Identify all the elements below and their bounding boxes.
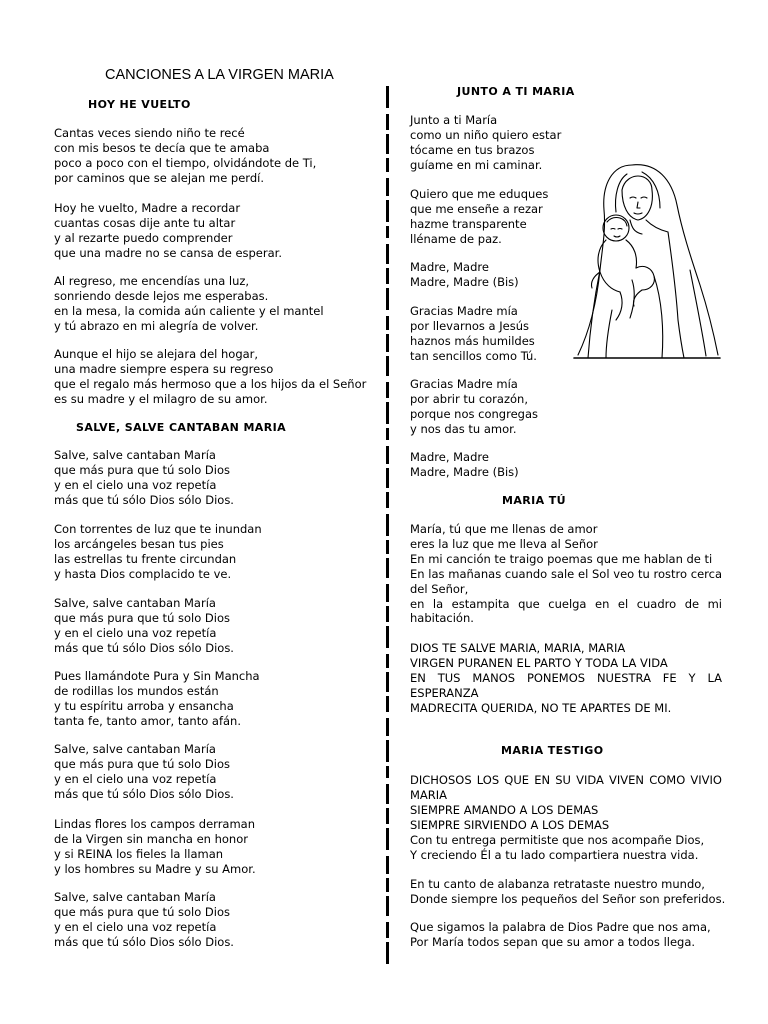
lyric-line: y tu espíritu arroba y ensancha bbox=[54, 698, 234, 713]
lyric-line: Que sigamos la palabra de Dios Padre que nos ama, bbox=[410, 920, 711, 934]
lyric-line: Pues llamándote Pura y Sin Mancha bbox=[54, 669, 260, 683]
divider-segment bbox=[386, 514, 389, 536]
divider-segment bbox=[386, 766, 389, 778]
lyric-line: Madre, Madre (Bis) bbox=[410, 274, 519, 289]
lyric-line: las estrellas tu frente circundan bbox=[54, 551, 237, 566]
stanza bbox=[410, 260, 519, 290]
divider-segment bbox=[386, 558, 389, 578]
lyric-line: DIOS TE SALVE MARIA, MARIA, MARIA bbox=[410, 641, 626, 655]
divider-segment bbox=[386, 606, 389, 622]
stanza bbox=[54, 274, 324, 334]
lyric-line: es su madre y el milagro de su amor. bbox=[54, 391, 268, 406]
lyric-line: y los hombres su Madre y su Amor. bbox=[54, 861, 256, 876]
divider-segment bbox=[386, 446, 389, 464]
lyric-line: En las mañanas cuando sale el Sol veo tu rostro cerca del Señor, bbox=[410, 566, 722, 596]
divider-segment bbox=[386, 334, 389, 352]
stanza bbox=[410, 522, 722, 626]
page-title: CANCIONES A LA VIRGEN MARIA bbox=[105, 67, 334, 83]
virgin-mary-illustration bbox=[572, 160, 722, 360]
divider-segment bbox=[386, 402, 389, 424]
stanza bbox=[410, 187, 548, 247]
lyric-line: Salve, salve cantaban María bbox=[54, 596, 216, 610]
divider-segment bbox=[386, 922, 389, 938]
divider-segment bbox=[386, 740, 389, 762]
lyric-line: que el regalo más hermoso que a los hijos da el Señor bbox=[54, 376, 367, 391]
divider-segment bbox=[386, 626, 389, 648]
lyric-line: hazme transparente bbox=[410, 216, 527, 231]
lyric-line: como un niño quiero estar bbox=[410, 127, 562, 142]
divider-segment bbox=[386, 856, 389, 874]
lyric-line: Aunque el hijo se alejara del hogar, bbox=[54, 347, 259, 361]
stanza bbox=[410, 920, 711, 950]
lyric-line: y en el cielo una voz repetía bbox=[54, 919, 217, 934]
lyric-line: Y creciendo Él a tu lado compartiera nuestra vida. bbox=[410, 847, 699, 862]
stanza bbox=[54, 817, 256, 877]
stanza bbox=[54, 669, 260, 729]
lyric-line: Lindas flores los campos derraman bbox=[54, 817, 256, 831]
divider-segment bbox=[386, 382, 389, 398]
lyric-line: Por María todos sepan que su amor a todos llega. bbox=[410, 934, 696, 949]
lyric-line: Madre, Madre bbox=[410, 260, 489, 274]
lyric-line: DICHOSOS LOS QUE EN SU VIDA VIVEN COMO VIVIO MARIA bbox=[410, 773, 722, 802]
divider-segment bbox=[386, 808, 389, 824]
lyric-line: más que tú sólo Dios sólo Dios. bbox=[54, 640, 234, 655]
lyric-line: EN TUS MANOS PONEMOS NUESTRA FE Y LA ESPERANZA bbox=[410, 670, 722, 700]
divider-segment bbox=[386, 268, 389, 284]
divider-segment bbox=[386, 492, 389, 508]
stanza bbox=[410, 641, 722, 716]
lyric-line: Con tu entrega permitiste que nos acompañe Dios, bbox=[410, 832, 705, 847]
divider-segment bbox=[386, 784, 389, 804]
divider-segment bbox=[386, 718, 389, 736]
lyric-line: Madre, Madre (Bis) bbox=[410, 464, 519, 479]
stanza bbox=[54, 126, 316, 186]
lyric-line: Madre, Madre bbox=[410, 450, 489, 464]
lyric-line: y en el cielo una voz repetía bbox=[54, 625, 217, 640]
divider-segment bbox=[386, 696, 389, 712]
lyric-line: SIEMPRE AMANDO A LOS DEMAS bbox=[410, 802, 599, 817]
lyric-line: SIEMPRE SIRVIENDO A LOS DEMAS bbox=[410, 817, 610, 832]
stanza bbox=[54, 347, 366, 407]
lyric-line: y tú abrazo en mi alegría de volver. bbox=[54, 318, 259, 333]
song-title-maria-tu: MARIA TÚ bbox=[502, 494, 567, 507]
stanza bbox=[54, 201, 282, 261]
lyric-line: porque nos congregas bbox=[410, 406, 538, 421]
lyric-line: eres la luz que me lleva al Señor bbox=[410, 536, 598, 551]
lyric-line: sonriendo desde lejos me esperabas. bbox=[54, 288, 269, 303]
lyric-line: con mis besos te decía que te amaba bbox=[54, 140, 270, 155]
stanza bbox=[410, 113, 561, 173]
lyric-line: que más pura que tú solo Dios bbox=[54, 904, 230, 919]
divider-segment bbox=[386, 896, 389, 916]
divider-segment bbox=[386, 134, 389, 154]
lyric-line: por llevarnos a Jesús bbox=[410, 318, 529, 333]
lyric-line: y nos das tu amor. bbox=[410, 421, 517, 436]
divider-segment bbox=[386, 226, 389, 238]
song-title-junto-a-ti: JUNTO A TI MARIA bbox=[457, 85, 575, 98]
lyric-line: y en el cielo una voz repetía bbox=[54, 771, 217, 786]
lyric-line: María, tú que me llenas de amor bbox=[410, 522, 598, 536]
lyric-line: más que tú sólo Dios sólo Dios. bbox=[54, 492, 234, 507]
divider-segment bbox=[386, 114, 389, 130]
lyric-line: tan sencillos como Tú. bbox=[410, 348, 537, 363]
lyric-line: una madre siempre espera su regreso bbox=[54, 361, 274, 376]
lyric-line: Hoy he vuelto, Madre a recordar bbox=[54, 201, 241, 215]
stanza bbox=[54, 522, 262, 582]
lyric-line: Donde siempre los pequeños del Señor son preferidos. bbox=[410, 891, 726, 906]
divider-segment bbox=[386, 428, 389, 440]
stanza bbox=[410, 304, 537, 364]
lyric-line: en la mesa, la comida aún caliente y el mantel bbox=[54, 303, 324, 318]
lyric-line: que más pura que tú solo Dios bbox=[54, 756, 230, 771]
lyric-line: haznos más humildes bbox=[410, 333, 535, 348]
divider-segment bbox=[386, 158, 389, 172]
column-divider bbox=[386, 86, 389, 966]
divider-segment bbox=[386, 356, 389, 376]
song-title-maria-testigo: MARIA TESTIGO bbox=[501, 744, 604, 757]
divider-segment bbox=[386, 200, 389, 222]
divider-segment bbox=[386, 244, 389, 264]
lyric-line: En tu canto de alabanza retrataste nuestro mundo, bbox=[410, 877, 705, 891]
lyric-line: Al regreso, me encendías una luz, bbox=[54, 274, 250, 288]
stanza bbox=[54, 890, 234, 950]
divider-segment bbox=[386, 584, 389, 602]
stanza bbox=[54, 448, 234, 508]
stanza bbox=[410, 877, 725, 907]
lyric-line: y hasta Dios complacido te ve. bbox=[54, 566, 232, 581]
lyric-line: más que tú sólo Dios sólo Dios. bbox=[54, 786, 234, 801]
divider-segment bbox=[386, 942, 389, 964]
song-title-salve-salve: SALVE, SALVE CANTABAN MARIA bbox=[76, 421, 286, 434]
stanza bbox=[54, 742, 234, 802]
divider-segment bbox=[386, 878, 389, 892]
divider-segment bbox=[386, 178, 389, 196]
lyric-line: VIRGEN PURANEN EL PARTO Y TODA LA VIDA bbox=[410, 655, 668, 670]
lyric-line: por caminos que se alejan me perdí. bbox=[54, 170, 264, 185]
lyric-line: que me enseñe a rezar bbox=[410, 201, 543, 216]
divider-segment bbox=[386, 86, 389, 108]
divider-segment bbox=[386, 316, 389, 330]
lyric-line: los arcángeles besan tus pies bbox=[54, 536, 224, 551]
divider-segment bbox=[386, 828, 389, 850]
stanza bbox=[54, 596, 234, 656]
lyric-line: y al rezarte puedo comprender bbox=[54, 230, 233, 245]
stanza bbox=[410, 377, 538, 437]
lyric-line: tanta fe, tanto amor, tanto afán. bbox=[54, 713, 241, 728]
lyric-line: cuantas cosas dije ante tu altar bbox=[54, 215, 236, 230]
divider-segment bbox=[386, 672, 389, 692]
lyric-line: tócame en tus brazos bbox=[410, 142, 535, 157]
lyric-line: Salve, salve cantaban María bbox=[54, 742, 216, 756]
lyric-line: que una madre no se cansa de esperar. bbox=[54, 245, 282, 260]
stanza bbox=[410, 773, 722, 862]
lyric-line: de rodillas los mundos están bbox=[54, 683, 219, 698]
lyric-line: Junto a ti María bbox=[410, 113, 498, 127]
lyric-line: y en el cielo una voz repetía bbox=[54, 477, 217, 492]
lyric-line: de la Virgen sin mancha en honor bbox=[54, 831, 248, 846]
lyric-line: poco a poco con el tiempo, olvidándote de Ti, bbox=[54, 155, 317, 170]
lyric-line: Salve, salve cantaban María bbox=[54, 890, 216, 904]
divider-segment bbox=[386, 540, 389, 554]
song-title-hoy-he-vuelto: HOY HE VUELTO bbox=[88, 98, 191, 111]
lyric-line: más que tú sólo Dios sólo Dios. bbox=[54, 934, 234, 949]
divider-segment bbox=[386, 654, 389, 668]
lyric-line: que más pura que tú solo Dios bbox=[54, 462, 230, 477]
divider-segment bbox=[386, 288, 389, 310]
lyric-line: por abrir tu corazón, bbox=[410, 391, 528, 406]
lyric-line: Gracias Madre mía bbox=[410, 377, 518, 391]
lyric-line: MADRECITA QUERIDA, NO TE APARTES DE MI. bbox=[410, 700, 672, 715]
lyric-line: En mi canción te traigo poemas que me hablan de ti bbox=[410, 551, 713, 566]
stanza bbox=[410, 450, 519, 480]
lyric-line: guíame en mi caminar. bbox=[410, 157, 543, 172]
lyric-line: que más pura que tú solo Dios bbox=[54, 610, 230, 625]
lyric-line: Quiero que me eduques bbox=[410, 187, 549, 201]
lyric-line: Con torrentes de luz que te inundan bbox=[54, 522, 262, 536]
lyric-line: lléname de paz. bbox=[410, 231, 502, 246]
lyric-line: en la estampita que cuelga en el cuadro de mi habitación. bbox=[410, 596, 722, 626]
lyric-line: Gracias Madre mía bbox=[410, 304, 518, 318]
divider-segment bbox=[386, 468, 389, 488]
lyric-line: y si REINA los fieles la llaman bbox=[54, 846, 224, 861]
lyric-line: Cantas veces siendo niño te recé bbox=[54, 126, 245, 140]
lyric-line: Salve, salve cantaban María bbox=[54, 448, 216, 462]
